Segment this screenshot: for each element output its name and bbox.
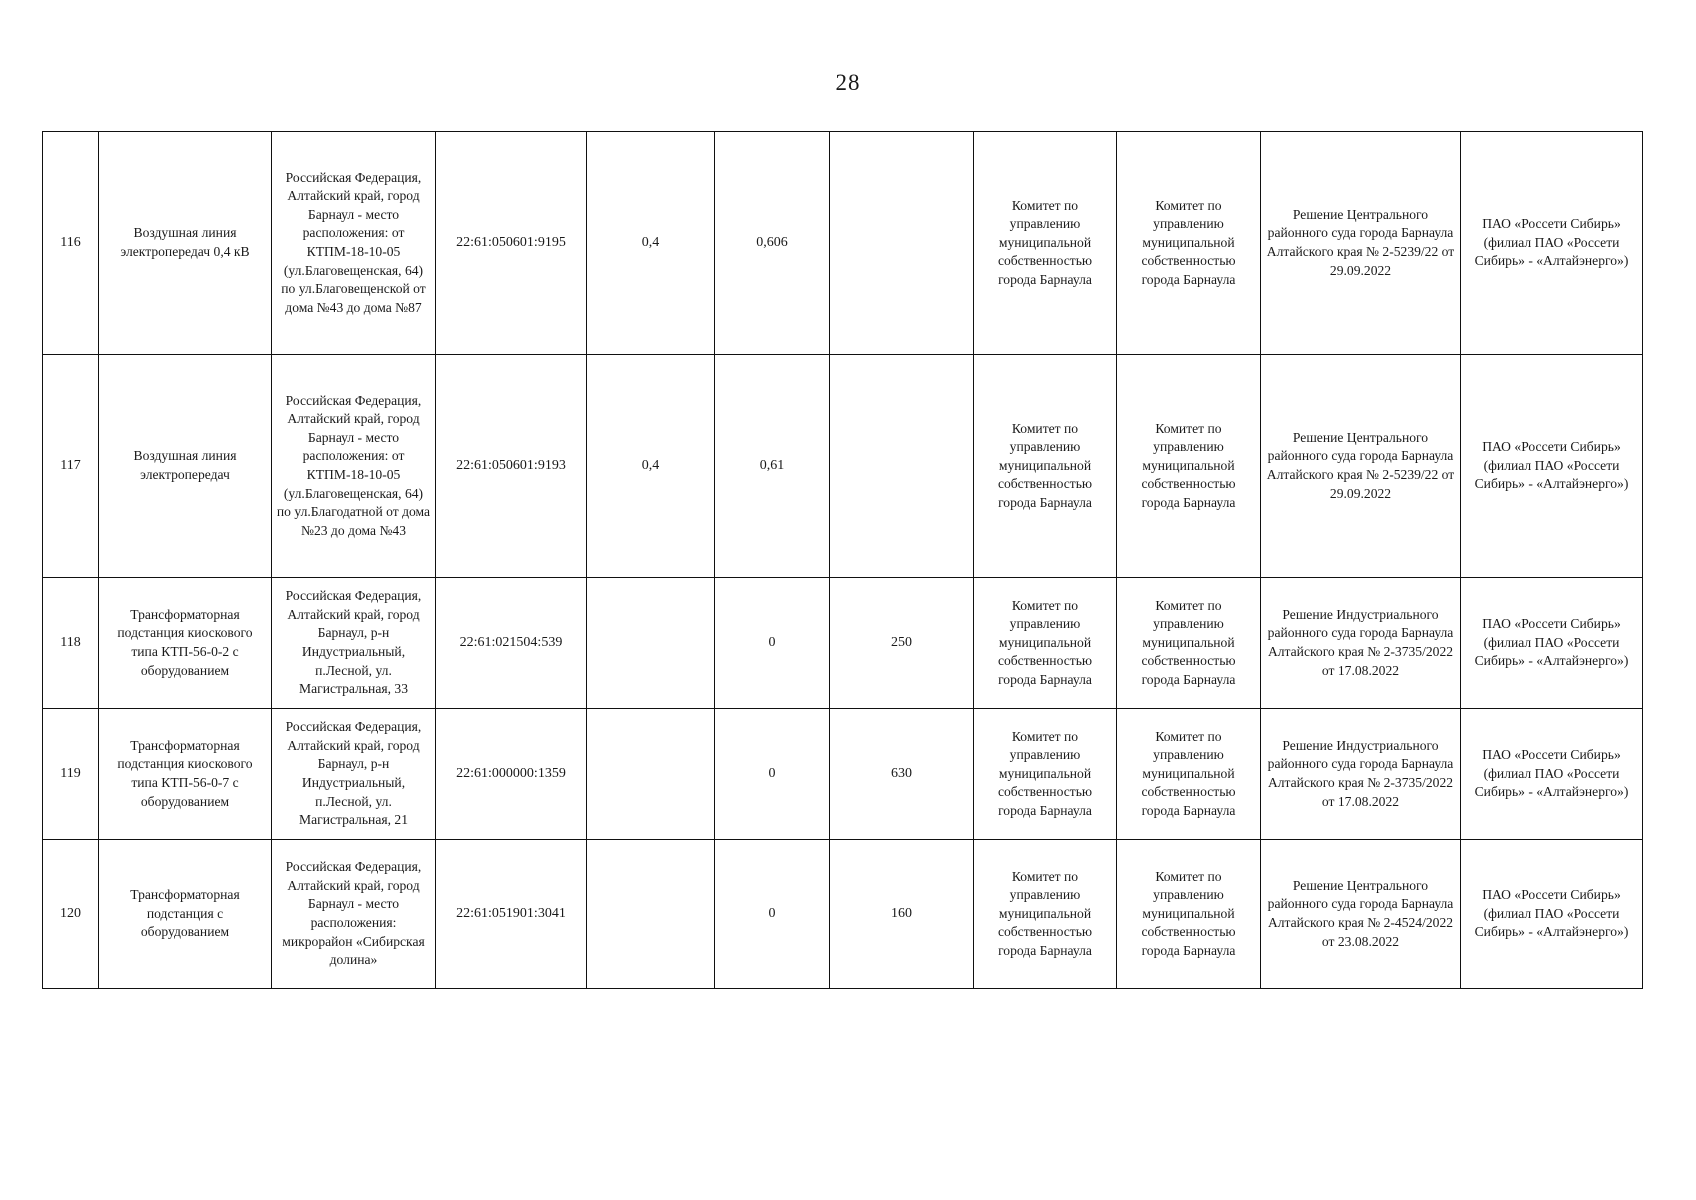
object-name: Воздушная линия электропередач 0,4 кВ	[99, 132, 272, 355]
row-number: 117	[43, 355, 99, 578]
owner-name: Комитет по управлению муниципальной собственностью города Барнаула	[974, 578, 1117, 709]
cadastral-number: 22:61:000000:1359	[436, 709, 587, 840]
length-value: 0	[715, 709, 830, 840]
power-value: 250	[830, 578, 974, 709]
cadastral-number: 22:61:050601:9195	[436, 132, 587, 355]
object-name: Воздушная линия электропередач	[99, 355, 272, 578]
holder-name: Комитет по управлению муниципальной собственностью города Барнаула	[1117, 709, 1261, 840]
operating-organization: ПАО «Россети Сибирь» (филиал ПАО «Россети Сибирь» - «Алтайэнерго»)	[1461, 578, 1643, 709]
object-address: Российская Федерация, Алтайский край, город Барнаул, р-н Индустриальный, п.Лесной, ул. Магистральная, 21	[272, 709, 436, 840]
object-address: Российская Федерация, Алтайский край, город Барнаул - место расположения: от КТПМ-18-10-05 (ул.Благовещенская, 64) по ул.Благовещенской от дома №43 до дома №87	[272, 132, 436, 355]
table-row	[43, 578, 1643, 709]
object-address: Российская Федерация, Алтайский край, город Барнаул - место расположения: микрорайон «Сибирская долина»	[272, 840, 436, 989]
length-value: 0,606	[715, 132, 830, 355]
row-number: 116	[43, 132, 99, 355]
power-value	[830, 355, 974, 578]
holder-name: Комитет по управлению муниципальной собственностью города Барнаула	[1117, 840, 1261, 989]
voltage-value	[587, 840, 715, 989]
cadastral-number: 22:61:051901:3041	[436, 840, 587, 989]
voltage-value	[587, 709, 715, 840]
table-row	[43, 355, 1643, 578]
voltage-value: 0,4	[587, 355, 715, 578]
voltage-value: 0,4	[587, 132, 715, 355]
object-name: Трансформаторная подстанция киоскового типа КТП-56-0-2 с оборудованием	[99, 578, 272, 709]
row-number: 120	[43, 840, 99, 989]
register-table	[42, 131, 1643, 989]
length-value: 0	[715, 578, 830, 709]
holder-name: Комитет по управлению муниципальной собственностью города Барнаула	[1117, 578, 1261, 709]
row-number: 118	[43, 578, 99, 709]
holder-name: Комитет по управлению муниципальной собственностью города Барнаула	[1117, 355, 1261, 578]
object-address: Российская Федерация, Алтайский край, город Барнаул - место расположения: от КТПМ-18-10-05 (ул.Благовещенская, 64) по ул.Благодатной от дома №23 до дома №43	[272, 355, 436, 578]
holder-name: Комитет по управлению муниципальной собственностью города Барнаула	[1117, 132, 1261, 355]
object-name: Трансформаторная подстанция с оборудованием	[99, 840, 272, 989]
table-row	[43, 840, 1643, 989]
operating-organization: ПАО «Россети Сибирь» (филиал ПАО «Россети Сибирь» - «Алтайэнерго»)	[1461, 709, 1643, 840]
operating-organization: ПАО «Россети Сибирь» (филиал ПАО «Россети Сибирь» - «Алтайэнерго»)	[1461, 355, 1643, 578]
length-value: 0	[715, 840, 830, 989]
object-name: Трансформаторная подстанция киоскового типа КТП-56-0-7 с оборудованием	[99, 709, 272, 840]
operating-organization: ПАО «Россети Сибирь» (филиал ПАО «Россети Сибирь» - «Алтайэнерго»)	[1461, 132, 1643, 355]
row-number: 119	[43, 709, 99, 840]
object-address: Российская Федерация, Алтайский край, город Барнаул, р-н Индустриальный, п.Лесной, ул. Магистральная, 33	[272, 578, 436, 709]
legal-basis: Решение Индустриального районного суда города Барнаула Алтайского края № 2-3735/2022 от 17.08.2022	[1261, 578, 1461, 709]
operating-organization: ПАО «Россети Сибирь» (филиал ПАО «Россети Сибирь» - «Алтайэнерго»)	[1461, 840, 1643, 989]
page-number: 28	[835, 70, 861, 95]
legal-basis: Решение Центрального районного суда города Барнаула Алтайского края № 2-4524/2022 от 23.08.2022	[1261, 840, 1461, 989]
power-value: 160	[830, 840, 974, 989]
legal-basis: Решение Центрального районного суда города Барнаула Алтайского края № 2-5239/22 от 29.09.2022	[1261, 355, 1461, 578]
table-row	[43, 709, 1643, 840]
power-value: 630	[830, 709, 974, 840]
owner-name: Комитет по управлению муниципальной собственностью города Барнаула	[974, 840, 1117, 989]
power-value	[830, 132, 974, 355]
voltage-value	[587, 578, 715, 709]
table-row	[43, 132, 1643, 355]
owner-name: Комитет по управлению муниципальной собственностью города Барнаула	[974, 355, 1117, 578]
cadastral-number: 22:61:021504:539	[436, 578, 587, 709]
cadastral-number: 22:61:050601:9193	[436, 355, 587, 578]
owner-name: Комитет по управлению муниципальной собственностью города Барнаула	[974, 132, 1117, 355]
legal-basis: Решение Индустриального районного суда города Барнаула Алтайского края № 2-3735/2022 от 17.08.2022	[1261, 709, 1461, 840]
owner-name: Комитет по управлению муниципальной собственностью города Барнаула	[974, 709, 1117, 840]
length-value: 0,61	[715, 355, 830, 578]
legal-basis: Решение Центрального районного суда города Барнаула Алтайского края № 2-5239/22 от 29.09.2022	[1261, 132, 1461, 355]
